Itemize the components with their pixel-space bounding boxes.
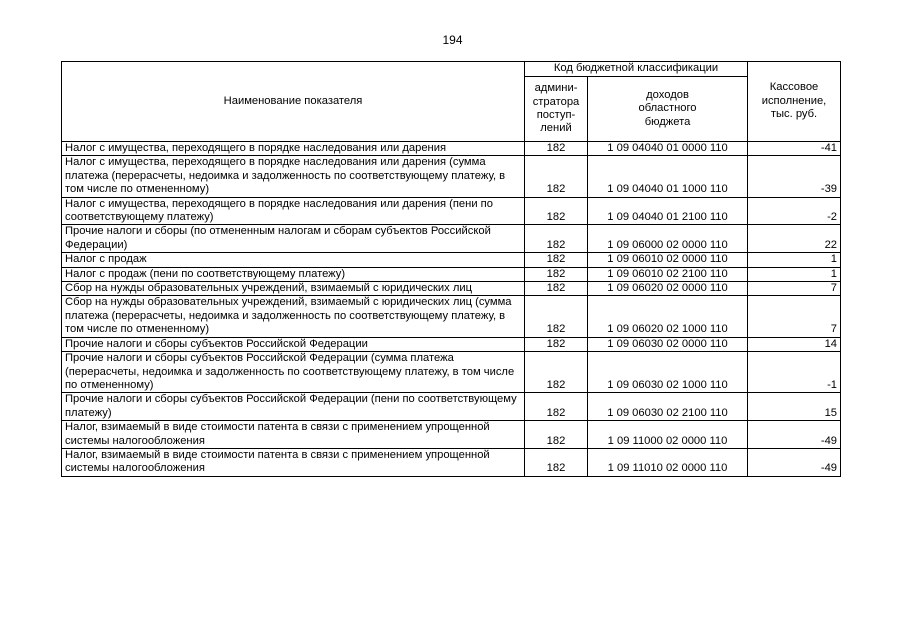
indicator-name-cell: Налог с имущества, переходящего в порядке наследования или дарения (сумма платежа (перерасчеты, недоимка и задолженность по соответствующему платежу, в том числе по отмененному): [62, 156, 525, 197]
table-row: [62, 352, 841, 393]
cash-execution-cell: 1: [748, 253, 841, 267]
indicator-name-cell: Налог с имущества, переходящего в порядке наследования или дарения: [62, 142, 525, 156]
table-row: [62, 253, 841, 267]
cash-execution-cell: -39: [748, 156, 841, 197]
table-row: [62, 393, 841, 421]
header-indicator-name: Наименование показателя: [62, 62, 525, 142]
administrator-code-cell: 182: [525, 225, 588, 253]
revenue-code-cell: 1 09 06000 02 0000 110: [588, 225, 748, 253]
revenue-code-cell: 1 09 06010 02 0000 110: [588, 253, 748, 267]
table-row: [62, 337, 841, 351]
cash-execution-cell: 7: [748, 282, 841, 296]
table-row: [62, 142, 841, 156]
table-body: [62, 142, 841, 477]
revenue-code-cell: 1 09 11010 02 0000 110: [588, 448, 748, 476]
table-row: [62, 267, 841, 281]
table-row: [62, 156, 841, 197]
table-row: [62, 448, 841, 476]
administrator-code-cell: 182: [525, 421, 588, 449]
header-administrator: [525, 77, 588, 142]
administrator-code-cell: 182: [525, 267, 588, 281]
revenue-code-cell: 1 09 04040 01 1000 110: [588, 156, 748, 197]
revenue-code-cell: 1 09 06010 02 2100 110: [588, 267, 748, 281]
budget-report-table: [61, 61, 841, 477]
table-row: [62, 296, 841, 337]
administrator-code-cell: 182: [525, 282, 588, 296]
administrator-code-cell: 182: [525, 337, 588, 351]
administrator-code-cell: 182: [525, 296, 588, 337]
cash-execution-cell: 7: [748, 296, 841, 337]
administrator-code-cell: 182: [525, 156, 588, 197]
cash-execution-cell: 1: [748, 267, 841, 281]
header-cash-execution: [748, 62, 841, 142]
administrator-code-cell: 182: [525, 393, 588, 421]
administrator-code-cell: 182: [525, 448, 588, 476]
cash-execution-cell: -41: [748, 142, 841, 156]
administrator-code-cell: 182: [525, 142, 588, 156]
table-row: [62, 421, 841, 449]
header-revenue: [588, 77, 748, 142]
indicator-name-cell: Прочие налоги и сборы (по отмененным налогам и сборам субъектов Российской Федерации): [62, 225, 525, 253]
indicator-name-cell: Налог, взимаемый в виде стоимости патента в связи с применением упрощенной системы налогообложения: [62, 421, 525, 449]
indicator-name-cell: Налог с продаж: [62, 253, 525, 267]
cash-execution-cell: -49: [748, 421, 841, 449]
table-row: [62, 197, 841, 225]
page-number: 194: [442, 33, 463, 47]
indicator-name-cell: Налог, взимаемый в виде стоимости патента в связи с применением упрощенной системы налогообложения: [62, 448, 525, 476]
header-cash-execution-text: Кассовое исполнение, тыс. руб.: [761, 81, 827, 121]
indicator-name-cell: Прочие налоги и сборы субъектов Российской Федерации (сумма платежа (перерасчеты, недоимка и задолженность по соответствующему платежу, в том числе по отмененному): [62, 352, 525, 393]
indicator-name-cell: Налог с продаж (пени по соответствующему платежу): [62, 267, 525, 281]
administrator-code-cell: 182: [525, 197, 588, 225]
table-header: [62, 62, 841, 142]
revenue-code-cell: 1 09 06020 02 1000 110: [588, 296, 748, 337]
administrator-code-cell: 182: [525, 253, 588, 267]
cash-execution-cell: -2: [748, 197, 841, 225]
table-row: [62, 282, 841, 296]
cash-execution-cell: 14: [748, 337, 841, 351]
indicator-name-cell: Прочие налоги и сборы субъектов Российской Федерации: [62, 337, 525, 351]
revenue-code-cell: 1 09 04040 01 0000 110: [588, 142, 748, 156]
header-revenue-text: доходов областного бюджета: [638, 88, 697, 128]
header-administrator-text: админи- стратора поступ- лений: [532, 82, 580, 135]
header-budget-code: Код бюджетной классификации: [525, 62, 748, 77]
revenue-code-cell: 1 09 04040 01 2100 110: [588, 197, 748, 225]
revenue-code-cell: 1 09 11000 02 0000 110: [588, 421, 748, 449]
indicator-name-cell: Налог с имущества, переходящего в порядке наследования или дарения (пени по соответствующему платежу): [62, 197, 525, 225]
revenue-code-cell: 1 09 06020 02 0000 110: [588, 282, 748, 296]
revenue-code-cell: 1 09 06030 02 1000 110: [588, 352, 748, 393]
cash-execution-cell: 22: [748, 225, 841, 253]
indicator-name-cell: Сбор на нужды образовательных учреждений, взимаемый с юридических лиц: [62, 282, 525, 296]
cash-execution-cell: -1: [748, 352, 841, 393]
indicator-name-cell: Прочие налоги и сборы субъектов Российской Федерации (пени по соответствующему платежу): [62, 393, 525, 421]
table-row: [62, 225, 841, 253]
revenue-code-cell: 1 09 06030 02 0000 110: [588, 337, 748, 351]
revenue-code-cell: 1 09 06030 02 2100 110: [588, 393, 748, 421]
administrator-code-cell: 182: [525, 352, 588, 393]
cash-execution-cell: 15: [748, 393, 841, 421]
indicator-name-cell: Сбор на нужды образовательных учреждений, взимаемый с юридических лиц (сумма платежа (перерасчеты, недоимка и задолженность по соответствующему платежу, в том числе по отмененному): [62, 296, 525, 337]
cash-execution-cell: -49: [748, 448, 841, 476]
